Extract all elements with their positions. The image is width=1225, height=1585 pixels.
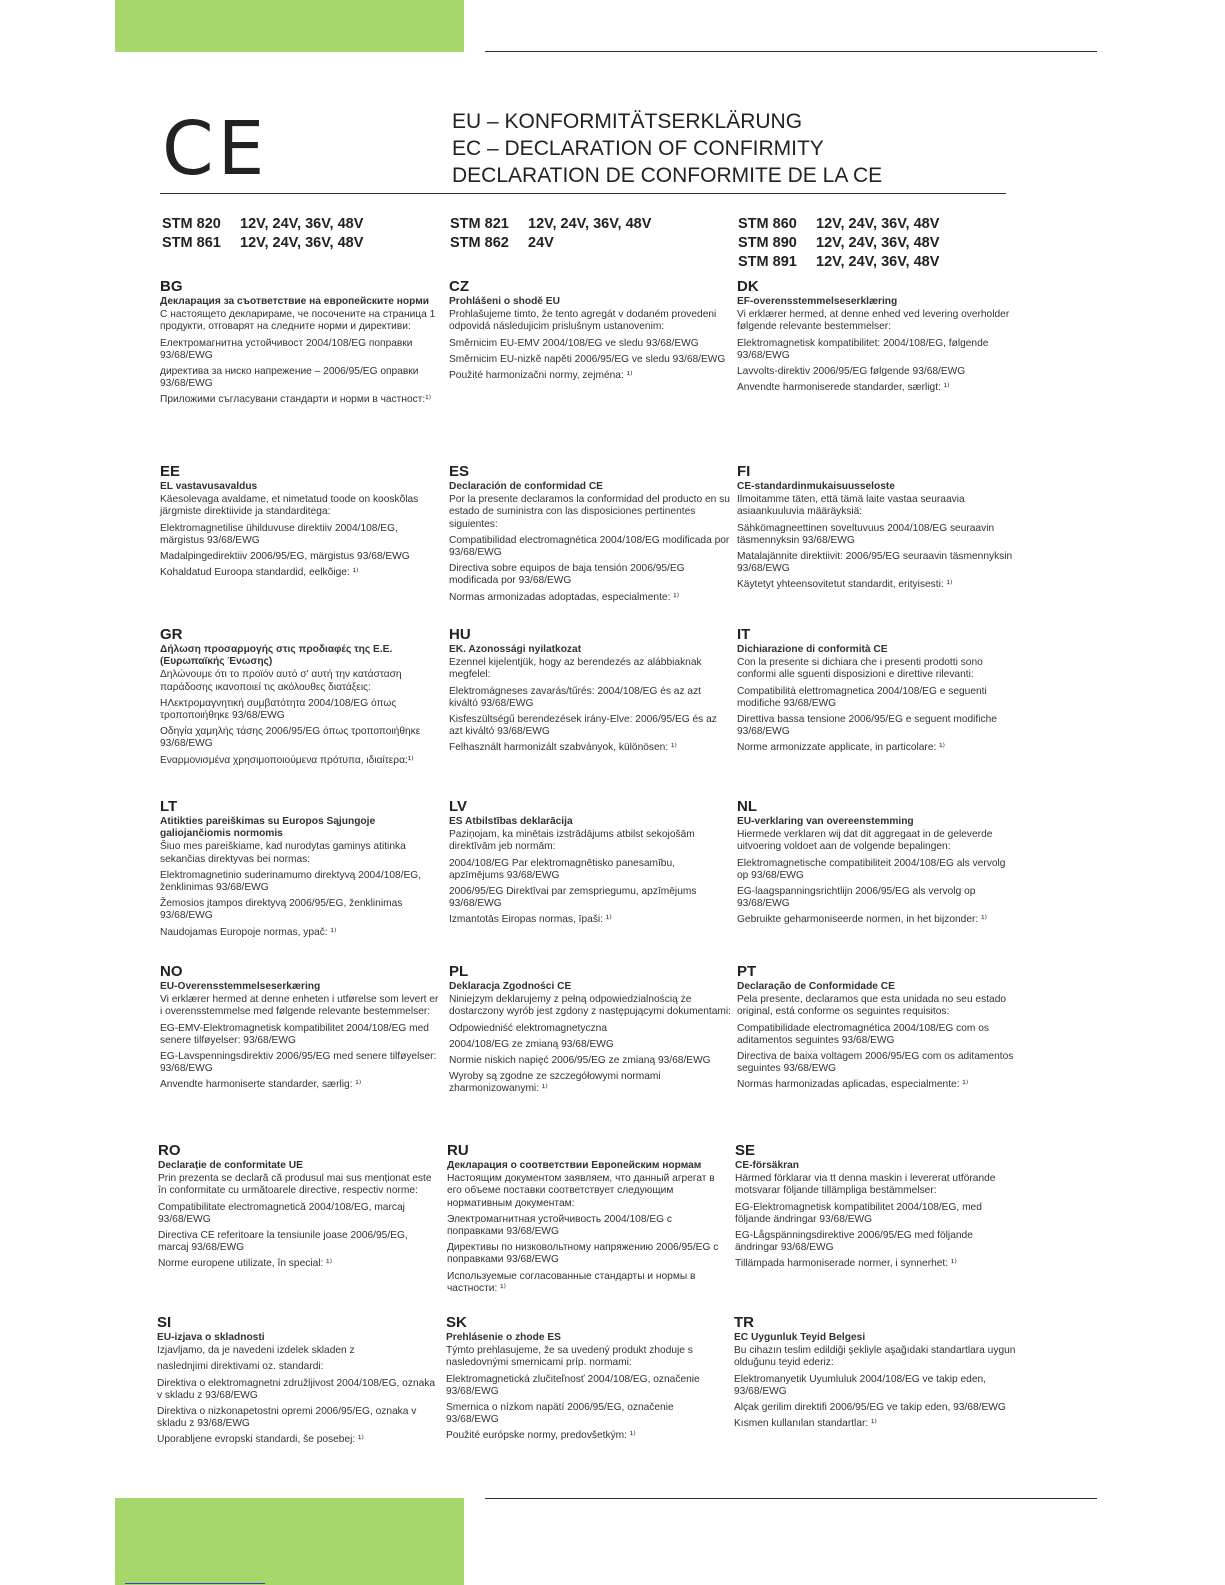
section-text: 2004/108/EG Par elektromagnētisko panesamību, apzīmējums 93/68/EWG — [449, 857, 675, 881]
section-text: Použité harmonizačni normy, zejména: ¹⁾ — [449, 370, 633, 382]
section-text: директива за ниско напрежение – 2006/95/EG оправки 93/68/EWG — [160, 366, 419, 390]
section-heading: Prohlášeni o shodě EU — [449, 296, 560, 307]
section-heading: Deklaracja Zgodności CE — [449, 981, 572, 992]
section-heading: Δήλωση προσαρμογής στις προδιαφές της Ε.Ε. (Ευρωπαϊκής Ένωσης) — [160, 644, 393, 668]
section-text: Směrnicim EU-nizkě napěti 2006/95/EG ve sledu 93/68/EWG — [449, 353, 726, 365]
section-text: EG-Lågspänningsdirektive 2006/95/EG med följande ändringar 93/68/EWG — [735, 1230, 973, 1254]
section-text: Normie niskich napięć 2006/95/EG ze zmianą 93/68/EWG — [449, 1055, 711, 1067]
section-text: Směrnicim EU-EMV 2004/108/EG ve sledu 93/68/EWG — [449, 337, 699, 349]
section-text: Электромагнитная устойчивость 2004/108/EG с поправками 93/68/EWG — [447, 1213, 672, 1238]
model-number: STM 821 — [450, 216, 509, 232]
section-heading: Declaração de Conformidade CE — [737, 981, 895, 992]
ce-mark-logo: CE — [162, 106, 269, 192]
model-number: STM 862 — [450, 235, 509, 251]
country-code: CZ — [449, 278, 469, 295]
title-line-fr: DECLARATION DE CONFORMITE DE LA CE — [452, 164, 883, 187]
section-heading: ES Atbilstības deklarācija — [449, 816, 573, 827]
section-sk — [446, 1314, 728, 1447]
model-number: STM 860 — [738, 216, 797, 232]
section-text: Žemosios įtampos direktyvą 2006/95/EG, ženklinimas 93/68/EWG — [160, 898, 403, 922]
bottom-link-line — [125, 1583, 265, 1584]
model-voltages: 12V, 24V, 36V, 48V — [240, 235, 364, 251]
section-heading: EK. Azonossági nyilatkozat — [449, 644, 582, 655]
section-text: Директивы по низковольтному напряжению 2006/95/EG с поправками 93/68/EWG — [447, 1242, 719, 1266]
section-text: Direktiva o elektromagnetni združljivost 2004/108/EG, oznaka v skladu z 93/68/EWG — [157, 1377, 436, 1401]
section-text: Wyroby są zgodne ze szczegółowymi normami zharmonizowanymi: ¹⁾ — [449, 1071, 661, 1095]
country-code: PT — [737, 963, 757, 980]
section-text: Настоящим документом заявляем, что данный агрегат в его объеме поставки соответствует следующим нормативным документам: — [447, 1173, 715, 1209]
section-text: Norme armonizzate applicate, in particolare: ¹⁾ — [737, 742, 946, 754]
section-text: Elektromagnetische compatibiliteit 2004/108/EG als vervolg op 93/68/EWG — [737, 857, 1006, 881]
model-row — [450, 215, 740, 234]
model-number: STM 820 — [162, 216, 221, 232]
section-text: Izmantotās Eiropas normas, īpaši: ¹⁾ — [449, 914, 612, 926]
section-text: Týmto prehlasujeme, že sa uvedený produkt zhoduje s nasledovnými smernicami príp. normami: — [446, 1345, 693, 1369]
section-text: Elektromágneses zavarás/tűrés: 2004/108/EG és az azt kiváltó 93/68/EWG — [449, 685, 701, 709]
section-text: Compatibilidade electromagnética 2004/108/EG com os aditamentos seguintes 93/68/EWG — [737, 1022, 990, 1046]
section-text: Izjavljamo, da je navedeni izdelek skladen z — [157, 1345, 355, 1357]
model-number: STM 890 — [738, 235, 797, 251]
section-heading: Prehlásenie o zhode ES — [446, 1332, 561, 1343]
section-text: Используемые согласованные стандарты и нормы в частности: ¹⁾ — [447, 1270, 696, 1294]
section-text: 2006/95/EG Direktīvai par zemspriegumu, apzīmējums 93/68/EWG — [449, 886, 697, 910]
section-text: Härmed förklarar via tt denna maskin i levererat utförande motsvarar följande tillämpliga bestämmelser: — [735, 1173, 996, 1197]
section-ru — [447, 1142, 729, 1299]
section-text: Matalajännite direktiivit: 2006/95/EG seuraavin täsmennyksin 93/68/EWG — [737, 551, 1013, 575]
section-text: Compatibilità elettromagnetica 2004/108/EG e seguenti modifiche 93/68/EWG — [737, 685, 987, 709]
section-hu — [449, 626, 731, 759]
section-text: Bu cihazın teslim edildiği şekliyle aşağıdaki standartlara uygun olduğunu teyid ederiz: — [734, 1345, 1016, 1369]
section-text: Felhasznált harmonizált szabványok, különösen: ¹⁾ — [449, 742, 677, 754]
section-text: Norme europene utilizate, în special: ¹⁾ — [158, 1258, 333, 1270]
model-number: STM 861 — [162, 235, 221, 251]
section-heading: CE-försäkran — [735, 1160, 799, 1171]
section-text: Alçak gerilim direktifi 2006/95/EG ve takip eden, 93/68/EWG — [734, 1402, 1006, 1414]
section-es — [449, 463, 731, 608]
section-text: Οδηγία χαμηλής τάσης 2006/95/EG όπως τροποποιήθηκε 93/68/EWG — [160, 726, 421, 750]
section-text: EG-Elektromagnetisk kompatibilitet 2004/108/EG, med följande ändringar 93/68/EWG — [735, 1201, 982, 1225]
section-ee — [160, 463, 442, 583]
model-list-col-3 — [738, 215, 1028, 272]
section-text: Pela presente, declaramos que esta unidada no seu estado original, está conforme os seguintes requisitos: — [737, 994, 1007, 1018]
section-text: Elektromagnetinio suderinamumo direktyvą 2004/108/EG, ženklinimas 93/68/EWG — [160, 869, 422, 894]
section-text: Kohaldatud Euroopa standardid, eelkõige: ¹⁾ — [160, 567, 359, 579]
section-text: Gebruikte geharmoniseerde normen, in het bijzonder: ¹⁾ — [737, 914, 987, 926]
top-rule — [485, 51, 1097, 52]
section-text: Compatibilidad electromagnética 2004/108/EG modificada por 93/68/EWG — [449, 534, 730, 559]
section-si — [157, 1314, 439, 1451]
section-text: Directiva de baixa voltagem 2006/95/EG com os aditamentos seguintes 93/68/EWG — [737, 1051, 1014, 1075]
section-text: Direttiva bassa tensione 2006/95/EG e seguent modifiche 93/68/EWG — [737, 714, 997, 738]
section-text: Ezennel kijelentjük, hogy az berendezés az alábbiaknak megfelel: — [449, 657, 702, 681]
section-tr — [734, 1314, 1016, 1434]
section-text: Kisfeszültségű berendezések irány-Elve: 2006/95/EG és az azt kiváltó 93/68/EWG — [449, 714, 717, 738]
section-ro — [158, 1142, 440, 1275]
section-text: naslednjimi direktivami oz. standardi: — [157, 1361, 324, 1373]
model-list-col-2 — [450, 215, 740, 253]
model-number: STM 891 — [738, 254, 797, 270]
section-heading: Atitikties pareiškimas su Europos Sąjungoje galiojančiomis normomis — [160, 816, 376, 840]
top-green-bar — [115, 0, 464, 52]
section-text: Anvendte harmoniserede standarder, særligt: ¹⁾ — [737, 382, 950, 394]
section-text: Hiermede verklaren wij dat dit aggregaat in de geleverde uitvoering voldoet aan de volgende bepalingen: — [737, 829, 993, 853]
country-code: IT — [737, 626, 751, 643]
country-code: HU — [449, 626, 471, 643]
section-heading: Декларация о соответствии Европейским нормам — [447, 1160, 702, 1171]
section-text: Tillämpada harmoniserade normer, i synnerhet: ¹⁾ — [735, 1258, 957, 1270]
section-nl — [737, 798, 1019, 931]
country-code: FI — [737, 463, 751, 480]
section-text: Compatibilitate electromagnetică 2004/108/EG, marcaj 93/68/EWG — [158, 1201, 405, 1225]
section-lv — [449, 798, 731, 931]
country-code: SK — [446, 1314, 467, 1331]
section-text: Použité európske normy, predovšetkým: ¹⁾ — [446, 1430, 636, 1442]
section-text: Odpowiedniść elektromagnetyczna — [449, 1022, 607, 1034]
country-code: RO — [158, 1142, 181, 1159]
model-voltages: 12V, 24V, 36V, 48V — [816, 216, 940, 232]
title-line-en: EC – DECLARATION OF CONFIRMITY — [452, 137, 824, 160]
section-fi — [737, 463, 1019, 596]
country-code: SI — [157, 1314, 172, 1331]
model-voltages: 12V, 24V, 36V, 48V — [528, 216, 652, 232]
section-dk — [737, 278, 1019, 398]
section-text: Uporabljene evropski standardi, še posebej: ¹⁾ — [157, 1434, 364, 1446]
section-se — [735, 1142, 1017, 1275]
section-text: Sähkömagneettinen soveltuvuus 2004/108/EG seuraavin täsmennyksin 93/68/EWG — [737, 522, 995, 546]
country-code: NL — [737, 798, 757, 815]
section-text: Niniejzym deklarujemy z pełną odpowiedzialnością że dostarczony wyrób jest zgdony z następującymi dokumentami: — [449, 994, 731, 1018]
section-text: С настоящето декларираме, че посочените на страница 1 продукти, отговарят на следните норми и директиви: — [160, 309, 436, 333]
model-voltages: 12V, 24V, 36V, 48V — [240, 216, 364, 232]
country-code: PL — [449, 963, 469, 980]
section-heading: Декларация за съответствие на европейските норми — [160, 296, 430, 307]
model-voltages: 12V, 24V, 36V, 48V — [816, 235, 940, 251]
section-text: Normas harmonizadas aplicadas, especialmente: ¹⁾ — [737, 1079, 969, 1091]
section-text: Käytetyt yhteensovitetut standardit, erityisesti: ¹⁾ — [737, 579, 953, 591]
section-text: Elektromagnetisk kompatibilitet: 2004/108/EG, følgende 93/68/EWG — [737, 337, 989, 361]
section-text: Приложими съгласувани стандарти и норми в частност:¹⁾ — [160, 394, 432, 406]
model-voltages: 24V — [528, 235, 554, 251]
country-code: LT — [160, 798, 178, 815]
section-cz — [449, 278, 731, 386]
country-code: EE — [160, 463, 181, 480]
section-pt — [737, 963, 1019, 1096]
section-text: 2004/108/EG ze zmianą 93/68/EWG — [449, 1038, 614, 1050]
section-lt — [160, 798, 442, 943]
model-voltages: 12V, 24V, 36V, 48V — [816, 254, 940, 270]
model-row — [738, 215, 1028, 234]
model-row — [162, 234, 452, 253]
section-bg — [160, 278, 442, 411]
section-text: Prin prezenta se declară că produsul mai sus menționat este în conformitate cu următoarele directive, respectiv norme: — [158, 1173, 432, 1197]
section-text: Normas armonizadas adoptadas, especialmente: ¹⁾ — [449, 591, 680, 603]
model-row — [738, 234, 1028, 253]
section-text: Direktiva o nizkonapetostni opremi 2006/95/EG, oznaka v skladu z 93/68/EWG — [157, 1406, 417, 1430]
section-heading: EC Uygunluk Teyid Belgesi — [734, 1332, 866, 1343]
section-text: EG-Lavspenningsdirektiv 2006/95/EG med senere tilføyelser: 93/68/EWG — [160, 1051, 437, 1075]
model-row — [162, 215, 452, 234]
country-code: SE — [735, 1142, 756, 1159]
section-text: Directiva sobre equipos de baja tensión 2006/95/EG modificada por 93/68/EWG — [449, 563, 685, 587]
section-text: Smernica o nízkom napätí 2006/95/EG, označenie 93/68/EWG — [446, 1402, 674, 1426]
section-no — [160, 963, 442, 1096]
section-heading: EL vastavusavaldus — [160, 481, 258, 492]
section-it — [737, 626, 1019, 759]
country-code: TR — [734, 1314, 754, 1331]
declaration-title — [452, 108, 882, 189]
section-heading: Declaración de conformidad CE — [449, 481, 603, 492]
section-text: Con la presente si dichiara che i presenti prodotti sono conformi alle sguenti disposizioni e direttive rilevanti: — [737, 657, 983, 681]
section-pl — [449, 963, 731, 1100]
section-text: Elektromagnetická zlučiteľnosť 2004/108/EG, označenie 93/68/EWG — [446, 1373, 700, 1397]
model-list-col-1 — [162, 215, 452, 253]
section-text: Elektromanyetik Uyumluluk 2004/108/EG ve takip eden, 93/68/EWG — [734, 1373, 986, 1397]
section-text: Naudojamas Europoje normas, ypač: ¹⁾ — [160, 926, 337, 938]
section-text: Vi erklærer hermed at denne enheten i utførelse som levert er i overensstemmelse med følgende relevante bestemmelser: — [160, 994, 439, 1018]
section-heading: Dichiarazione di conformità CE — [737, 644, 888, 655]
section-text: Madalpingedirektiiv 2006/95/EG, märgistus 93/68/EWG — [160, 551, 410, 563]
section-text: Prohlašujeme timto, že tento agregát v dodaném provedeni odpovidá následujicim prislušnym ustanovenim: — [449, 309, 717, 333]
section-heading: EU-Overensstemmelseserkæring — [160, 981, 321, 992]
header-rule — [160, 193, 1006, 194]
section-heading: Declarație de conformitate UE — [158, 1160, 303, 1171]
model-row — [450, 234, 740, 253]
section-heading: EU-verklaring van overeenstemming — [737, 816, 914, 827]
section-text: Por la presente declaramos la conformidad del producto en su estado de suministra con las disposiciones pertinentes siguientes: — [449, 494, 730, 530]
country-code: ES — [449, 463, 470, 480]
section-heading: EF-overensstemmelseserklæring — [737, 296, 898, 307]
section-text: Εναρμονισμένα χρησιμοποιούμενα πρότυπα, ιδιαίτερα:¹⁾ — [160, 754, 414, 766]
country-code: LV — [449, 798, 468, 815]
section-text: Directiva CE referitoare la tensiunile joase 2006/95/EG, marcaj 93/68/EWG — [158, 1230, 408, 1254]
section-text: Elektromagnetilise ühilduvuse direktiiv 2004/108/EG, märgistus 93/68/EWG — [160, 522, 398, 546]
section-text: Vi erklærer hermed, at denne enhed ved levering overholder følgende relevante bestemmelser: — [737, 309, 1010, 333]
model-row — [738, 253, 1028, 272]
title-line-de: EU – KONFORMITÄTSERKLÄRUNG — [452, 110, 803, 133]
section-text: Електромагнитна устойчивост 2004/108/EG поправки 93/68/EWG — [160, 337, 413, 361]
section-text: Šiuo mes pareiškiame, kad nurodytas gaminys atitinka sekančias direktyvas bei normas: — [160, 841, 406, 865]
section-text: Kısmen kullanılan standartlar: ¹⁾ — [734, 1418, 877, 1430]
bottom-green-bar — [115, 1498, 464, 1585]
section-text: ΗΛεκτρομαγνητική συμβατότητα 2004/108/EG όπως τροποποιήθηκε 93/68/EWG — [160, 697, 397, 722]
section-text: Lavvolts-direktiv 2006/95/EG følgende 93/68/EWG — [737, 366, 966, 378]
section-text: EG-laagspanningsrichtlijn 2006/95/EG als vervolg op 93/68/EWG — [737, 886, 976, 910]
section-text: Anvendte harmoniserte standarder, særlig: ¹⁾ — [160, 1079, 362, 1091]
section-heading: EU-izjava o skladnosti — [157, 1332, 265, 1343]
section-text: EG-EMV-Elektromagnetisk kompatibilitet 2004/108/EG med senere tilføyelser: 93/68/EWG — [160, 1022, 429, 1046]
country-code: BG — [160, 278, 183, 295]
section-text: Käesolevaga avaldame, et nimetatud toode on kooskõlas järgmiste direktiivide ja standarditega: — [160, 494, 419, 518]
country-code: NO — [160, 963, 183, 980]
country-code: RU — [447, 1142, 469, 1159]
section-heading: CE-standardinmukaisuusseloste — [737, 481, 895, 492]
section-text: Δηλώνουμε ότι το προϊόν αυτό σ' αυτή την κατάσταση παράδοσης ικανοποιεί τις ακόλουθες διατάξεις: — [160, 669, 402, 693]
section-gr — [160, 626, 442, 771]
section-text: Ilmoitamme täten, että tämä laite vastaa seuraavia asiaankuuluvia määräyksiä: — [737, 494, 965, 518]
country-code: GR — [160, 626, 183, 643]
bottom-rule — [485, 1498, 1097, 1499]
country-code: DK — [737, 278, 759, 295]
section-text: Paziņojam, ka minētais izstrādājums atbilst sekojošām direktīvām jeb normām: — [449, 829, 695, 853]
